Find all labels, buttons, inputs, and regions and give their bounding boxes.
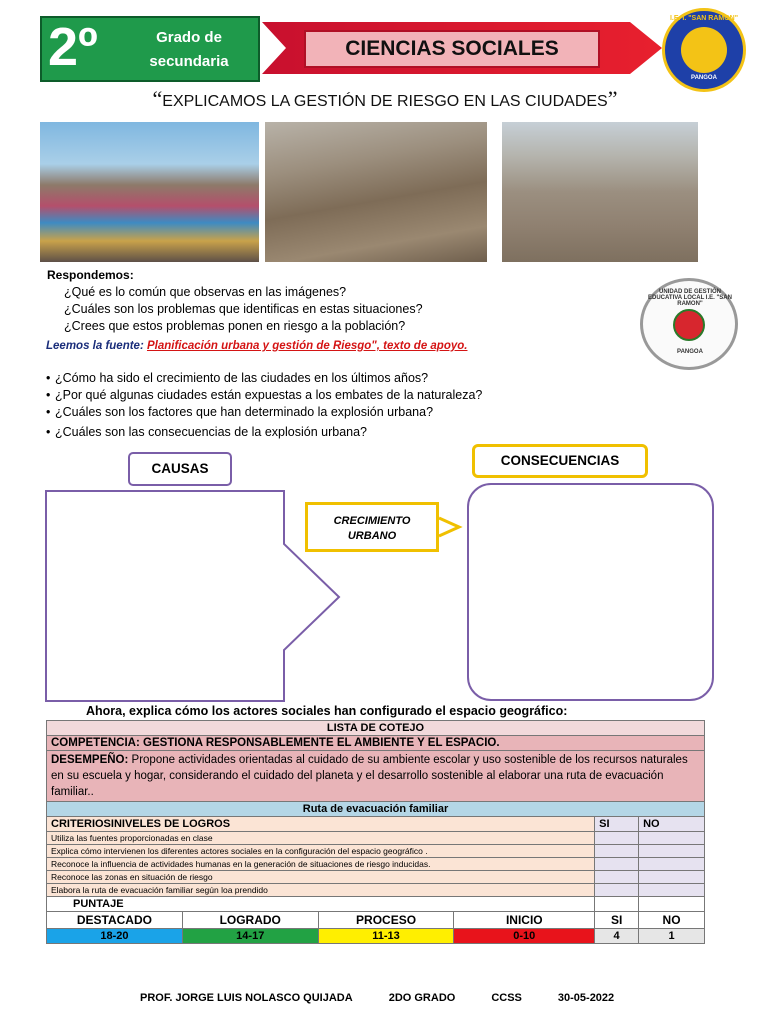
level-range: 0-10 bbox=[454, 929, 595, 944]
activity-title-text: EXPLICAMOS LA GESTIÓN DE RIESGO EN LAS CIUDADES bbox=[162, 93, 608, 110]
bullet-questions bbox=[46, 370, 482, 441]
no-cell[interactable] bbox=[639, 871, 705, 884]
causes-arrow-box[interactable] bbox=[44, 488, 344, 706]
course-title: CIENCIAS SOCIALES bbox=[304, 30, 600, 68]
level-name: INICIO bbox=[454, 912, 595, 929]
consequences-box[interactable] bbox=[467, 483, 714, 701]
bullet-item: • ¿Cuáles son las consecuencias de la explosión urbana? bbox=[46, 425, 367, 439]
school-logo bbox=[662, 8, 746, 92]
table-row bbox=[47, 929, 705, 944]
table-row bbox=[47, 751, 705, 802]
gear-emblem-icon bbox=[681, 27, 727, 73]
level-name: DESTACADO bbox=[47, 912, 183, 929]
source-link[interactable]: Planificación urbana y gestión de Riesgo", texto de apoyo. bbox=[146, 340, 468, 352]
peru-shield-icon bbox=[673, 309, 705, 341]
criterion: Reconoce las zonas en situación de riesgo bbox=[47, 871, 595, 884]
seal-text: UNIDAD DE GESTIÓN EDUCATIVA LOCAL I.E. "SAN RAMON" bbox=[648, 289, 732, 307]
photo-colorful-hillside-houses bbox=[40, 122, 259, 262]
performance: DESEMPEÑO: Propone actividades orientadas al cuidado de su ambiente escolar y uso sostenible de los recursos naturales en su escuela y hogar, considerando el cuidado del planeta y el desarrollo sostenible al elaborar una ruta de evacuación familiar.. bbox=[47, 751, 705, 802]
table-row bbox=[47, 736, 705, 751]
footer-date: 30-05-2022 bbox=[557, 992, 615, 1004]
activity-title bbox=[40, 86, 730, 112]
level-range: 14-17 bbox=[182, 929, 318, 944]
grade-banner bbox=[40, 16, 260, 82]
checklist-title: LISTA DE COTEJO bbox=[47, 721, 705, 736]
question-item: ¿Qué es lo común que observas en las imágenes? bbox=[64, 285, 347, 299]
si-cell[interactable] bbox=[595, 858, 639, 871]
table-row bbox=[47, 817, 705, 832]
table-row bbox=[47, 897, 705, 912]
no-cell[interactable] bbox=[639, 832, 705, 845]
competence: COMPETENCIA: GESTIONA RESPONSABLEMENTE EL AMBIENTE Y EL ESPACIO. bbox=[47, 736, 705, 751]
instruction-text: Ahora, explica cómo los actores sociales han configurado el espacio geográfico: bbox=[86, 704, 568, 718]
table-row bbox=[47, 845, 705, 858]
level-range: 18-20 bbox=[47, 929, 183, 944]
consequences-label: CONSECUENCIAS bbox=[472, 444, 648, 478]
question-item: ¿Crees que estos problemas ponen en riesgo a la población? bbox=[64, 319, 406, 333]
source-line bbox=[46, 340, 467, 352]
criteria-header: CRITERIOSINIVELES DE LOGROS bbox=[47, 817, 595, 832]
table-row bbox=[47, 721, 705, 736]
questions-list bbox=[64, 284, 423, 335]
criterion: Utiliza las fuentes proporcionadas en clase bbox=[47, 832, 595, 845]
si-cell[interactable] bbox=[595, 871, 639, 884]
no-cell[interactable] bbox=[639, 884, 705, 897]
si-header: SI bbox=[595, 817, 639, 832]
criterion: Reconoce la influencia de actividades humanas en la generación de situaciones de riesgo inducidas. bbox=[47, 858, 595, 871]
criterion: Elabora la ruta de evacuación familiar según loa prendido bbox=[47, 884, 595, 897]
route-title: Ruta de evacuación familiar bbox=[47, 802, 705, 817]
level-range: 11-13 bbox=[318, 929, 454, 944]
footer-course: CCSS bbox=[491, 992, 522, 1004]
grade-text: Grado de secundaria bbox=[149, 29, 229, 70]
level-name: PROCESO bbox=[318, 912, 454, 929]
school-logo-town: PANGOA bbox=[691, 75, 717, 81]
questions-heading: Respondemos: bbox=[47, 268, 134, 282]
si-cell[interactable] bbox=[595, 845, 639, 858]
bullet-item: • ¿Cuáles son los factores que han determinado la explosión urbana? bbox=[46, 405, 434, 419]
si-cell[interactable] bbox=[595, 832, 639, 845]
school-logo-name: I.E. I. "SAN RAMON" bbox=[669, 15, 739, 22]
seal-bottom-text: PANGOA bbox=[677, 349, 703, 355]
urban-growth-box: CRECIMIENTO URBANO bbox=[305, 502, 439, 552]
footer-teacher: PROF. JORGE LUIS NOLASCO QUIJADA bbox=[140, 992, 353, 1004]
table-row bbox=[47, 884, 705, 897]
table-row bbox=[47, 871, 705, 884]
level-name: LOGRADO bbox=[182, 912, 318, 929]
footer-grade: 2DO GRADO bbox=[388, 992, 456, 1004]
footer bbox=[140, 992, 650, 1004]
close-quote: ” bbox=[607, 86, 618, 111]
photo-dense-hillside-settlement bbox=[265, 122, 487, 262]
no-count: 1 bbox=[639, 929, 705, 944]
no-cell[interactable] bbox=[639, 845, 705, 858]
score-label: PUNTAJE bbox=[47, 897, 595, 912]
criterion: Explica cómo intervienen los diferentes actores sociales en la configuración del espacio geográfico . bbox=[47, 845, 595, 858]
no-label: NO bbox=[639, 912, 705, 929]
bullet-item: • ¿Por qué algunas ciudades están expuestas a los embates de la naturaleza? bbox=[46, 388, 483, 402]
no-cell[interactable] bbox=[639, 858, 705, 871]
si-cell[interactable] bbox=[595, 884, 639, 897]
open-quote: “ bbox=[152, 86, 163, 111]
causes-label: CAUSAS bbox=[128, 452, 232, 486]
arrow-right-icon bbox=[437, 510, 463, 544]
table-row bbox=[47, 912, 705, 929]
ugel-seal bbox=[640, 278, 738, 370]
grade-number: 2º bbox=[48, 17, 98, 77]
si-count: 4 bbox=[595, 929, 639, 944]
question-item: ¿Cuáles son los problemas que identificas en estas situaciones? bbox=[64, 302, 423, 316]
checklist-table bbox=[46, 720, 705, 944]
source-lead: Leemos la fuente: bbox=[46, 340, 144, 352]
bullet-item: • ¿Cómo ha sido el crecimiento de las ciudades en los últimos años? bbox=[46, 371, 429, 385]
si-label: SI bbox=[595, 912, 639, 929]
table-row bbox=[47, 832, 705, 845]
table-row bbox=[47, 858, 705, 871]
photo-barren-hillside-houses bbox=[502, 122, 698, 262]
table-row bbox=[47, 802, 705, 817]
no-header: NO bbox=[639, 817, 705, 832]
